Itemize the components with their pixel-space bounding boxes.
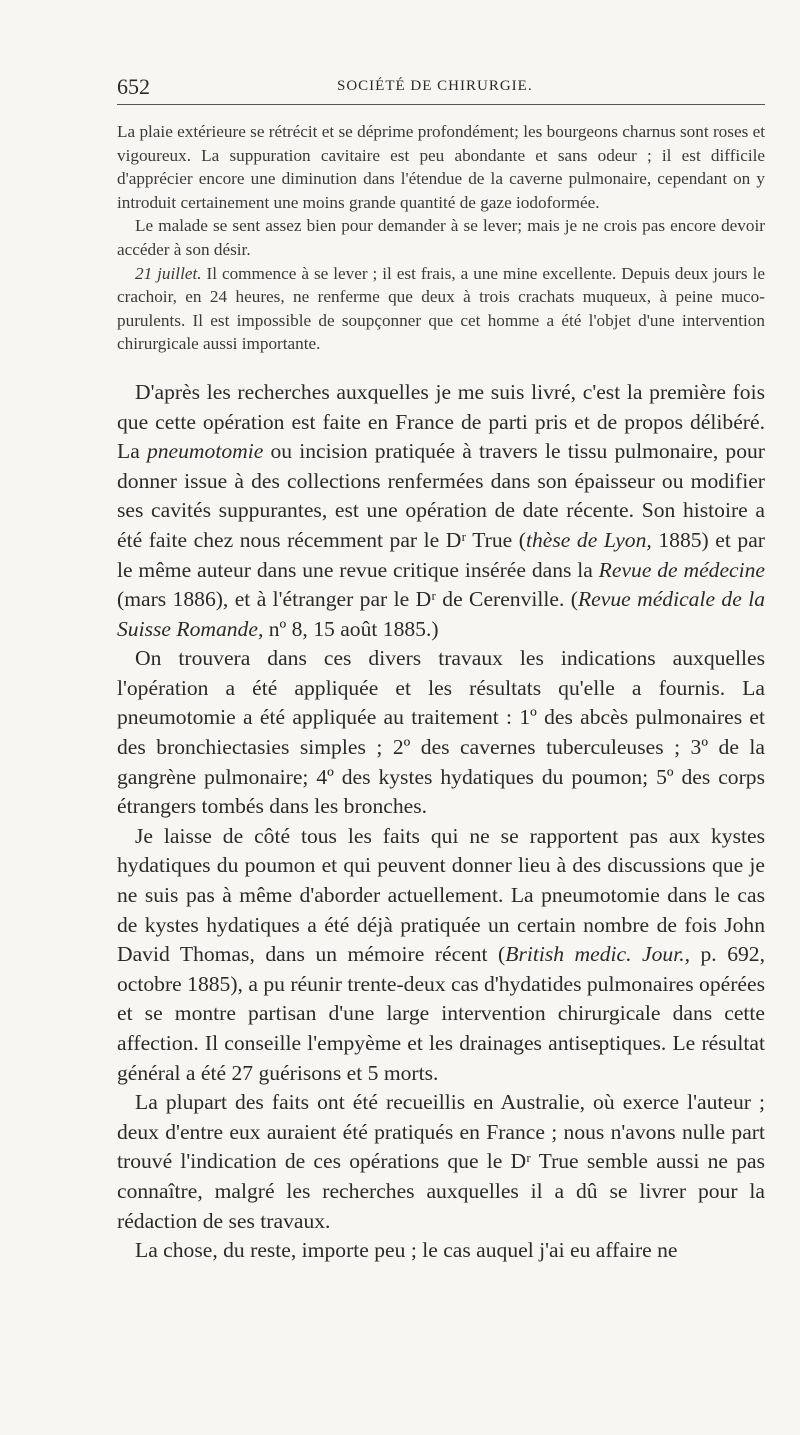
term-pneumotomie: pneumotomie [146, 439, 264, 464]
text-segment: nº 8, 15 août 1885.) [263, 616, 439, 641]
paragraph-indications: On trouvera dans ces divers travaux les indications auxquelles l'opération a été appliquée et les résultats qu'elle a fournis. La pneumotomie a été appliquée au traitement : 1º des abcès pulmonaires et des bronchiectasies simples ; 2º des cavernes tuberculeuses ; 3º de la gangrène pulmonaire; 4º des kystes hydatiques du poumon; 5º des corps étrangers tombés dans les bronches. [117, 646, 765, 819]
paragraph-hydatid [117, 822, 765, 1088]
text-segment: Je laisse de côté tous les faits qui ne se rapportent pas aux kystes hydatiques du poumon et qui peuvent donner lieu à des discussions que je ne suis pas à même d'aborder actuellement. La pneumotomie dans le cas de kystes hydatiques a été déjà pratiquée un certain nombre de fois John David Thomas, dans un mémoire récent ( [117, 823, 765, 967]
text-segment: ou incision pratiquée à travers le tissu pulmonaire, pour donner issue à des collections renfermées dans son épaisseur ou modifier ses cavités suppurantes, est une opération de date récente. Son histoire a été faite chez nous récemment par le Dʳ True ( [117, 439, 765, 552]
date-label: 21 juillet. [135, 263, 202, 283]
paragraph-july-21 [117, 262, 765, 356]
text-segment: 1885) et par le même auteur dans une revue critique insérée dans la [117, 527, 765, 582]
reference-british-medic: British medic. Jour., [505, 942, 690, 967]
paragraph-history [117, 378, 765, 644]
text-segment: (mars 1886), et à l'étranger par le Dʳ de Cerenville. ( [117, 587, 578, 612]
paragraph-australia: La plupart des faits ont été recueillis en Australie, où exerce l'auteur ; deux d'entre eux auraient été pratiqués en France ; nous n'avons nulle part trouvé l'indication de ces opérations que le Dʳ True semble aussi ne pas connaître, malgré les recherches auxquelles il a dû se livrer pour la rédaction de ses travaux. [117, 1090, 765, 1233]
paragraph-conclusion: La chose, du reste, importe peu ; le cas auquel j'ai eu affaire ne [135, 1238, 678, 1263]
paragraph-text: Il commence à se lever ; il est frais, a une mine excellente. Depuis deux jours le crachoir, en 24 heures, ne renferme que deux à trois crachats muqueux, à peine muco-purulents. Il est impossible de soupçonner que cet homme a été l'objet d'une intervention chirurgicale aussi importante. [117, 263, 765, 354]
page-number: 652 [117, 74, 150, 99]
reference-revue-suisse: Revue médicale de la Suisse Romande, [117, 587, 765, 641]
text-segment: D'après les recherches auxquelles je me suis livré, c'est la première fois que cette opération est faite en France de parti pris et de propos délibéré. La [117, 379, 765, 464]
page-header [117, 70, 765, 105]
running-title: SOCIÉTÉ DE CHIRURGIE. [337, 78, 533, 94]
text-segment: p. 692, octobre 1885), a pu réunir trente-deux cas d'hydatides pulmonaires opérées et se montre partisan d'une large intervention chirurgicale dans cette affection. Il conseille l'empyème et les drainages antiseptiques. Le résultat général a été 27 guérisons et 5 morts. [117, 942, 765, 1085]
paragraph-wound: La plaie extérieure se rétrécit et se déprime profondément; les bourgeons charnus sont roses et vigoureux. La suppuration cavitaire est peu abondante et sans odeur ; il est difficile d'apprécier encore une diminution dans l'étendue de la caverne pulmonaire, cependant on y introduit certainement une moins grande quantité de gaze iodoformée. [117, 122, 765, 212]
reference-these: thèse de Lyon, [526, 527, 652, 552]
discussion-block [117, 378, 765, 1266]
reference-revue-medecine: Revue de médecine [598, 557, 765, 582]
case-notes-block [117, 120, 765, 356]
book-page [117, 70, 765, 1266]
paragraph-patient: Le malade se sent assez bien pour demander à se lever; mais je ne crois pas encore devoir accéder à son désir. [117, 216, 765, 259]
